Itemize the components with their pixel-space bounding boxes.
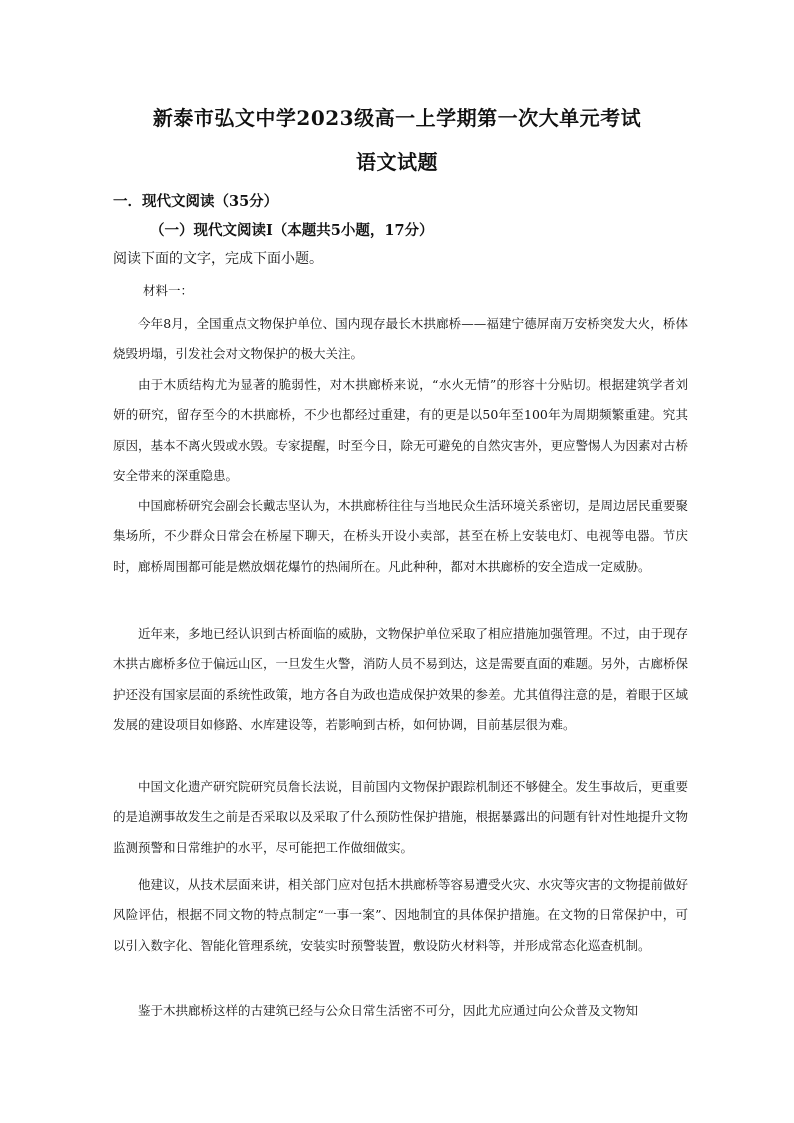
exam-title: 新泰市弘文中学2023级高一上学期第一次大单元考试	[152, 106, 642, 130]
paragraph-7	[113, 996, 688, 1026]
paragraph-text: 近年来，多地已经认识到古桥面临的威胁，文物保护单位采取了相应措施加强管理。不过，由于现存木拱古廊桥多位于偏远山区，一旦发生火警，消防人员不易到达，这是需要直面的难题。另外，古廊桥保护还没有国家层面的系统性政策，地方各自为政也造成保护效果的参差。尤其值得注意的是，着眼于区域发展的建设项目如修路、水库建设等，若影响到古桥，如何协调，目前基层很为难。	[113, 626, 689, 732]
paragraph-text: 鉴于木拱廊桥这样的古建筑已经与公众日常生活密不可分，因此尤应通过向公众普及文物知	[138, 1003, 639, 1018]
section-heading: 一．现代文阅读（35分）	[113, 193, 279, 210]
exam-subtitle: 语文试题	[356, 150, 438, 174]
paragraph-4	[113, 619, 688, 740]
paragraph-3	[113, 491, 688, 582]
paragraph-text: 中国廊桥研究会副会长戴志坚认为，木拱廊桥往往与当地民众生活环境关系密切，是周边居民重要聚集场所，不少群众日常会在桥屋下聊天，在桥头开设小卖部，甚至在桥上安装电灯、电视等电器。节庆时，廊桥周围都可能是燃放烟花爆竹的热闹所在。凡此种种，都对木拱廊桥的安全造成一定威胁。	[113, 498, 689, 574]
reading-instruction: 阅读下面的文字，完成下面小题。	[113, 251, 323, 267]
paragraph-text: 中国文化遗产研究院研究员詹长法说，目前国内文物保护跟踪机制还不够健全。发生事故后，更重要的是追溯事故发生之前是否采取以及采取了什么预防性保护措施，根据暴露出的问题有针对性地提升文物监测预警和日常维护的水平，尽可能把工作做细做实。	[113, 779, 689, 855]
paragraph-text: 他建议，从技术层面来讲，相关部门应对包括木拱廊桥等容易遭受火灾、水灾等灾害的文物提前做好风险评估，根据不同文物的特点制定“一事一案”、因地制宜的具体保护措施。在文物的日常保护中，可以引入数字化、智能化管理系统，安装实时预警装置，敷设防火材料等，并形成常态化巡查机制。	[113, 877, 689, 953]
subsection-heading: （一）现代文阅读Ⅰ（本题共5小题，17分）	[150, 222, 434, 239]
paragraph-text: 由于木质结构尤为显著的脆弱性，对木拱廊桥来说，“水火无情”的形容十分贴切。根据建筑学者刘妍的研究，留存至今的木拱廊桥，不少也都经过重建，有的更是以50年至100年为周期频繁重建。究其原因，基本不离火毁或水毁。专家提醒，时至今日，除无可避免的自然灾害外，更应警惕人为因素对古桥安全带来的深重隐患。	[113, 377, 689, 483]
paragraph-2	[113, 370, 688, 491]
paragraph-5	[113, 772, 688, 863]
paragraph-6	[113, 870, 688, 961]
material-label: 材料一：	[143, 283, 194, 298]
paragraph-text: 今年8月，全国重点文物保护单位、国内现存最长木拱廊桥——福建宁德屏南万安桥突发大火，桥体烧毁坍塌，引发社会对文物保护的极大关注。	[113, 316, 688, 362]
paragraph-1	[113, 309, 688, 370]
